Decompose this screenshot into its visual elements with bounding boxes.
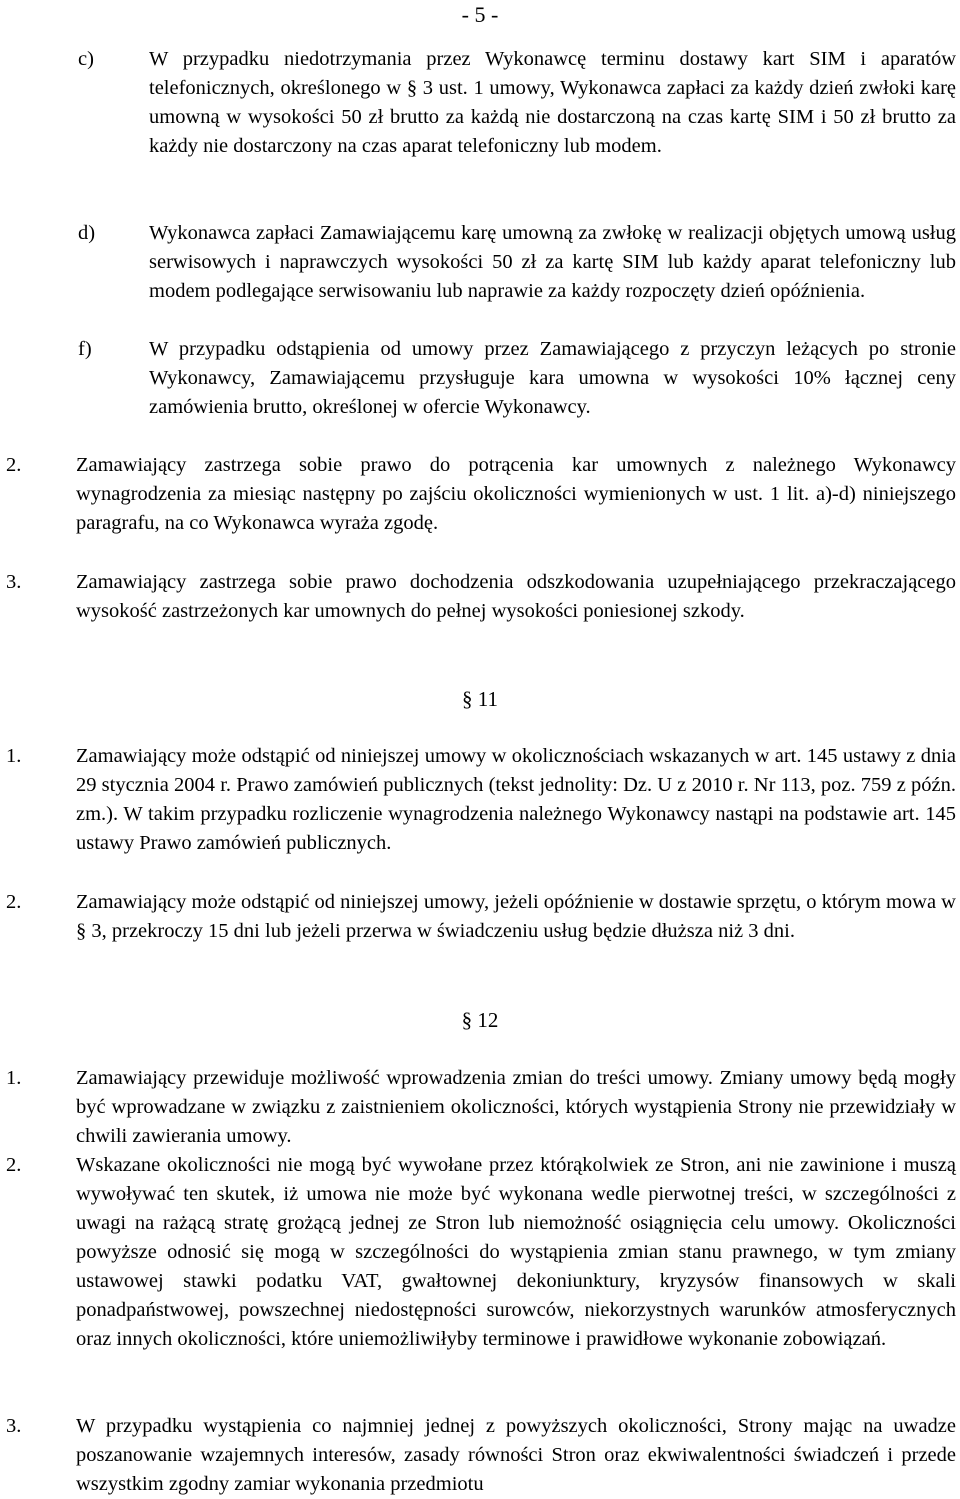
item-text: Wykonawca zapłaci Zamawiającemu karę umowną za zwłokę w realizacji objętych umową usług serwisowych i naprawczych wysokości 50 zł za kartę SIM lub każdy aparat telefoniczny lub modem podlegające serwisowaniu lub naprawie za każdy rozpoczęty dzień opóźnienia. xyxy=(149,222,956,302)
item-text: Zamawiający może odstąpić od niniejszej umowy, jeżeli opóźnienie w dostawie sprzętu, o którym mowa w § 3, przekroczy 15 dni lub jeżeli przerwa w świadczeniu usług będzie dłuższa niż 3 dni. xyxy=(76,891,956,942)
item-text: W przypadku odstąpienia od umowy przez Zamawiającego z przyczyn leżących po stronie Wykonawcy, Zamawiającemu przysługuje kara umowna w wysokości 10% łącznej ceny zamówienia brutto, określonej w ofercie Wykonawcy. xyxy=(149,338,956,418)
item-marker: 2. xyxy=(6,891,22,913)
item-marker: 2. xyxy=(6,1154,22,1176)
item-marker: 3. xyxy=(6,1415,22,1437)
item-text: W przypadku niedotrzymania przez Wykonawcę terminu dostawy kart SIM i aparatów telefonicznych, określonego w § 3 ust. 1 umowy, Wykonawca zapłaci za każdy dzień zwłoki karę umowną w wysokości 50 zł brutto za każdą nie dostarczoną na czas kartę SIM i 50 zł brutto za każdy nie dostarczony na czas aparat telefoniczny lub modem. xyxy=(149,48,956,157)
item-marker: 1. xyxy=(6,1067,22,1089)
item-marker: c) xyxy=(78,48,94,70)
page-number: - 5 - xyxy=(461,2,499,27)
section-heading-12 xyxy=(0,1006,960,1034)
section-heading-11 xyxy=(0,685,960,713)
item-marker: f) xyxy=(78,338,92,360)
section-heading-text: § 12 xyxy=(461,1008,499,1032)
item-text: Zamawiający zastrzega sobie prawo dochodzenia odszkodowania uzupełniającego przekraczającego wysokość zastrzeżonych kar umownych do pełnej wysokości poniesionej szkody. xyxy=(76,571,956,622)
item-text: Zamawiający może odstąpić od niniejszej umowy w okolicznościach wskazanych w art. 145 ustawy z dnia 29 stycznia 2004 r. Prawo zamówień publicznych (tekst jednolity: Dz. U z 2010 r. Nr 113, poz. 759 z późn. zm.). W takim przypadku rozliczenie wynagrodzenia należnego Wykonawcy nastąpi na podstawie art. 145 ustawy Prawo zamówień publicznych. xyxy=(76,745,956,854)
item-text: Zamawiający przewiduje możliwość wprowadzenia zmian do treści umowy. Zmiany umowy będą mogły być wprowadzane w związku z zaistnieniem okoliczności, których wystąpienia Strony nie przewidziały w chwili zawierania umowy. xyxy=(76,1067,956,1147)
item-marker: d) xyxy=(78,222,96,244)
item-text: W przypadku wystąpienia co najmniej jednej z powyższych okoliczności, Strony mając na uwadze poszanowanie wzajemnych interesów, zasady równości Stron oraz ekwiwalentności świadczeń i przede wszystkim zgodny zamiar wykonania przedmiotu xyxy=(76,1415,956,1495)
item-text: Zamawiający zastrzega sobie prawo do potrącenia kar umownych z należnego Wykonawcy wynagrodzenia za miesiąc następny po zajściu okoliczności wymienionych w ust. 1 lit. a)-d) niniejszego paragrafu, na co Wykonawca wyraża zgodę. xyxy=(76,454,956,534)
item-marker: 2. xyxy=(6,454,22,476)
item-marker: 3. xyxy=(6,571,22,593)
item-marker: 1. xyxy=(6,745,22,767)
item-text: Wskazane okoliczności nie mogą być wywołane przez którąkolwiek ze Stron, ani nie zawinione i muszą wywoływać ten skutek, iż umowa nie może być wykonana wedle pierwotnej treści, w szczególności z uwagi na rażącą stratę grożącą jednej ze Stron lub niemożność osiągnięcia celu umowy. Okoliczności powyższe odnosić się mogą w szczególności do wystąpienia zmian stanu prawnego, w tym zmiany ustawowej stawki podatku VAT, gwałtownej dekoniunktury, kryzysów finansowych w skali ponadpaństwowej, powszechnej niedostępności surowców, niekorzystnych warunków atmosferycznych oraz innych okoliczności, które uniemożliwiłyby terminowe i prawidłowe wykonanie zobowiązań. xyxy=(76,1154,956,1350)
section-heading-text: § 11 xyxy=(462,687,498,711)
